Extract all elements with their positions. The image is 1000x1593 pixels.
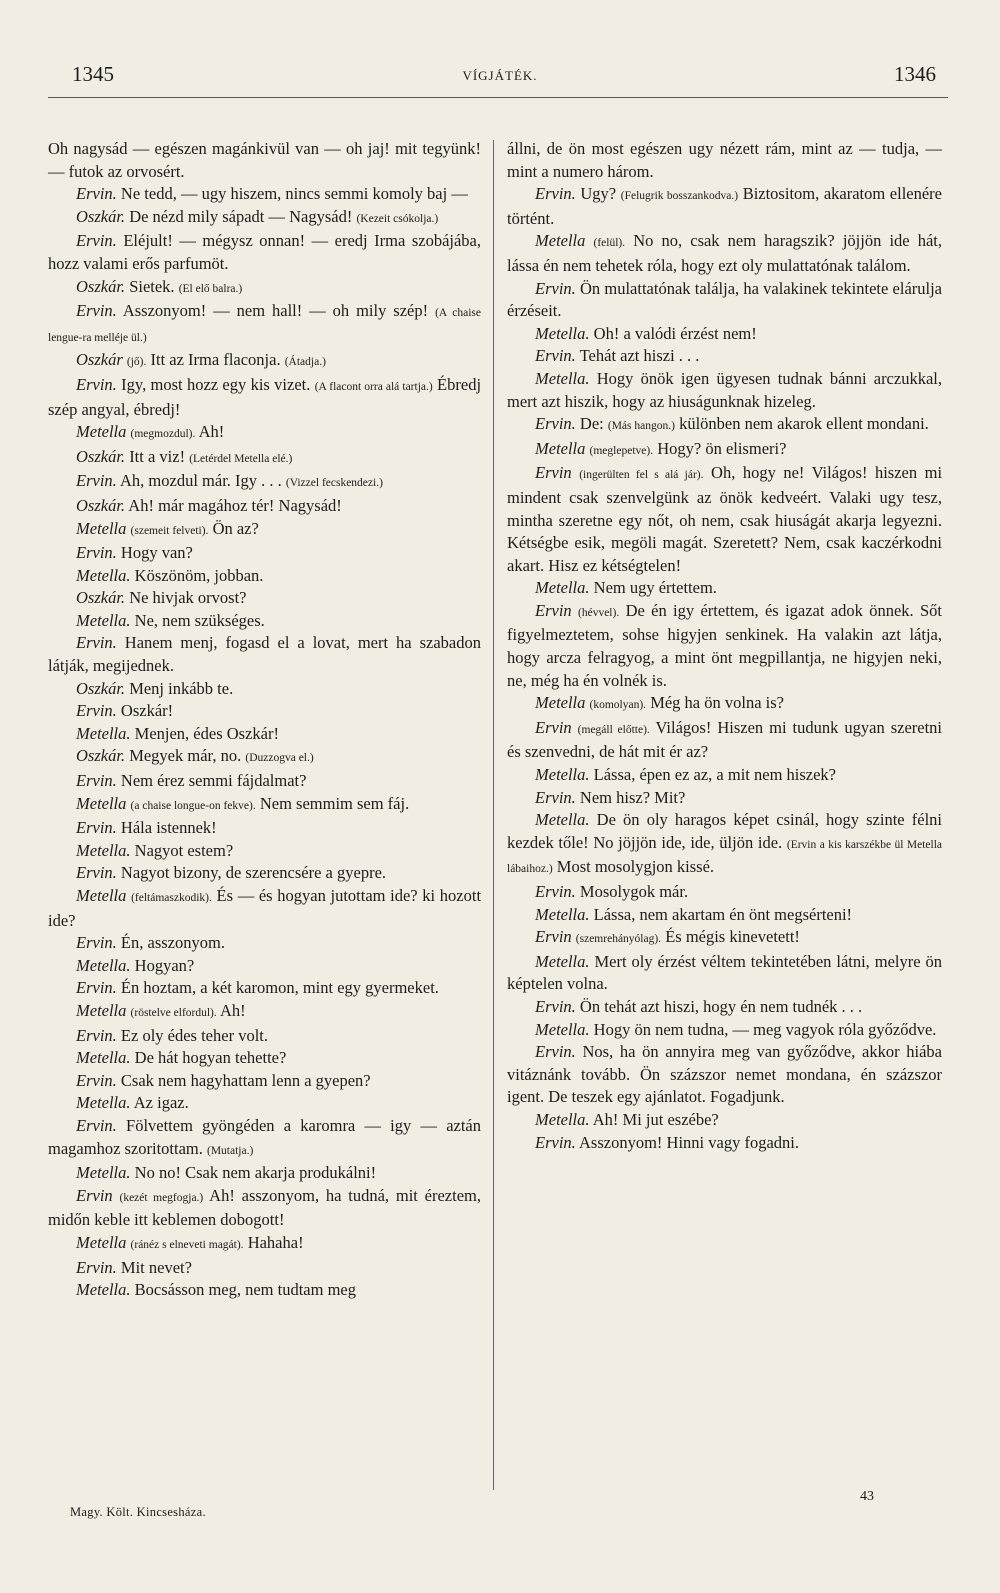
- line-text: Nagyot bizony, de szerencsére a gyepre.: [120, 863, 387, 883]
- line-text: Itt az Irma flaconja.: [150, 350, 281, 370]
- speaker-name: Ervin.: [76, 471, 117, 491]
- dialogue-line: [48, 183, 481, 206]
- running-title: VÍGJÁTÉK.: [462, 68, 538, 83]
- header-rule: [48, 97, 948, 98]
- line-text: Ne, nem szükséges.: [134, 610, 265, 630]
- stage-direction: (meglepetve).: [589, 444, 654, 457]
- stage-direction: (Kezeit csókolja.): [356, 212, 439, 225]
- line-text: De hát hogyan tehette?: [134, 1048, 287, 1068]
- line-text: Köszönöm, jobban.: [134, 565, 264, 585]
- dialogue-line: [48, 723, 481, 746]
- dialogue-line: [48, 349, 481, 374]
- line-text: Bocsásson meg, nem tudtam meg: [134, 1280, 356, 1300]
- left-column: [48, 138, 481, 1302]
- line-text: És — és hogyan jutottam ide? ki hozott ide?: [48, 886, 482, 930]
- speaker-name: Ervin.: [76, 933, 117, 953]
- line-text: Nem érez semmi fájdalmat?: [120, 771, 307, 791]
- speaker-name: Ervin.: [76, 184, 117, 204]
- right-page-number: 1346: [894, 62, 936, 86]
- dialogue-line: [48, 1025, 481, 1048]
- speaker-name: Metella.: [535, 810, 590, 830]
- dialogue-line: [507, 138, 942, 183]
- line-text: Megyek már, no.: [129, 746, 242, 766]
- speaker-name: Ervin.: [76, 1070, 117, 1090]
- stage-direction: (Más hangon.): [607, 420, 675, 433]
- speaker-name: Metella.: [535, 765, 590, 785]
- speaker-name: Metella.: [76, 723, 131, 743]
- dialogue-line: [48, 817, 481, 840]
- speaker-name: Metella: [76, 886, 127, 905]
- dialogue-line: [48, 885, 481, 932]
- speaker-name: Metella.: [535, 1019, 590, 1039]
- dialogue-line: [48, 1279, 481, 1302]
- dialogue-line: [48, 587, 481, 610]
- speaker-name: Ervin: [535, 600, 572, 620]
- dialogue-line: [48, 1115, 481, 1162]
- stage-direction: (El elő balra.): [178, 282, 243, 295]
- dialogue-line: [507, 345, 942, 368]
- line-text: Fölvettem gyöngéden a karomra — igy — aztán magamhoz szoritottam.: [48, 1115, 481, 1158]
- speaker-name: Metella.: [535, 904, 590, 924]
- line-text: Itt a viz!: [129, 446, 186, 466]
- line-text: Mit nevet?: [120, 1257, 192, 1277]
- speaker-name: Ervin: [76, 1185, 113, 1205]
- speaker-name: Ervin.: [535, 1042, 576, 1062]
- line-text: Tehát azt hiszi . . .: [579, 346, 700, 366]
- speaker-name: Metella.: [535, 323, 590, 343]
- stage-direction: (kezét megfogja.): [119, 1191, 204, 1204]
- dialogue-line: [48, 1162, 481, 1185]
- running-header: [62, 62, 938, 92]
- column-divider: [493, 140, 494, 1490]
- line-text: De én igy értettem, és igazat adok önnek. Sőt figyelmeztetem, sohse higyjen senkinek. Ha valakin azt látja, hogy arcza felragyog, a mint önt megpillantja, ne higyjen neki, ne, még ha én volnék is.: [507, 600, 943, 690]
- speaker-name: Ervin: [535, 927, 572, 947]
- dialogue-line: [507, 278, 942, 323]
- speaker-name: Metella.: [76, 610, 131, 630]
- dialogue-line: [48, 678, 481, 701]
- speaker-name: Ervin.: [535, 414, 576, 434]
- dialogue-line: [48, 745, 481, 770]
- line-text: Ne hivjak orvost?: [129, 588, 247, 608]
- dialogue-line: [48, 138, 481, 183]
- stage-direction: (feltámaszkodik).: [131, 892, 212, 904]
- dialogue-line: [507, 692, 942, 717]
- line-text: Oh! a valódi érzést nem!: [593, 323, 757, 343]
- speaker-name: Ervin: [535, 463, 572, 483]
- line-text: Hogyan?: [134, 955, 195, 975]
- line-text: Ah! Mi jut eszébe?: [592, 1109, 719, 1129]
- line-text: Hanem menj, fogasd el a lovat, mert ha szabadon látják, megijednek.: [48, 633, 482, 676]
- left-page-number: 1345: [72, 62, 114, 86]
- line-text: Mert oly érzést véltem tekintetében látni, melyre ön képtelen volna.: [507, 951, 943, 994]
- dialogue-line: [507, 413, 942, 438]
- speaker-name: Ervin.: [535, 787, 576, 807]
- printer-signature: Magy. Költ. Kincsesháza.: [70, 1505, 206, 1519]
- line-text: Világos! Hiszen mi tudunk ugyan szeretni és szenvedni, de hát mit ér az?: [507, 717, 943, 762]
- speaker-name: Oszkár.: [76, 746, 126, 766]
- speaker-name: Ervin.: [76, 543, 117, 563]
- dialogue-line: [507, 1041, 942, 1109]
- speaker-name: Ervin.: [76, 1025, 117, 1045]
- dialogue-line: [507, 462, 942, 577]
- line-text: Csak nem hagyhattam lenn a gyepen?: [120, 1070, 371, 1090]
- speaker-name: Metella: [535, 693, 586, 713]
- dialogue-line: [507, 1019, 942, 1042]
- line-text: Nem semmim sem fáj.: [259, 793, 410, 813]
- line-text: Ébredj szép angyal, ébredj!: [48, 374, 482, 419]
- stage-direction: (jő).: [126, 356, 147, 369]
- line-text: És mégis kinevetett!: [665, 927, 800, 947]
- line-text: De nézd mily sápadt — Nagysád!: [129, 206, 353, 226]
- line-text: Asszonyom! — nem hall! — oh mily szép!: [122, 301, 429, 321]
- dialogue-line: [48, 565, 481, 588]
- line-text: No no, csak nem haragszik? jöjjön ide hát, lássa én nem tehetek róla, hogy ezt oly mulattatónak találom.: [507, 231, 942, 275]
- speaker-name: Metella: [76, 1000, 127, 1020]
- dialogue-line: [507, 764, 942, 787]
- speaker-name: Metella: [76, 793, 127, 813]
- line-text: Nem ugy értettem.: [593, 578, 717, 598]
- dialogue-line: [507, 787, 942, 810]
- dialogue-line: [507, 438, 942, 463]
- dialogue-line: [507, 951, 942, 996]
- speaker-name: Metella.: [76, 955, 131, 975]
- dialogue-line: [507, 577, 942, 600]
- stage-direction: (A chaise lengue-ra melléje ül.): [48, 307, 482, 344]
- dialogue-line: [507, 183, 942, 230]
- speaker-name: Metella.: [76, 565, 131, 585]
- line-text: Ah! már magához tér! Nagysád!: [128, 495, 342, 515]
- speaker-name: Metella: [76, 518, 127, 538]
- speaker-name: Metella.: [76, 1048, 131, 1068]
- speaker-name: Ervin.: [535, 882, 576, 901]
- stage-direction: (röstelve elfordul).: [130, 1006, 217, 1019]
- line-text: Ah! asszonyom, ha tudná, mit éreztem, midőn keble itt keblemen dobogott!: [48, 1185, 481, 1230]
- line-text: Én, asszonyom.: [120, 933, 225, 953]
- line-text: Eléjult! — mégysz onnan! — eredj Irma szobájába, hozz valami erős parfumöt.: [48, 231, 481, 273]
- speaker-name: Ervin.: [76, 231, 117, 251]
- signature-number: 43: [860, 1489, 874, 1504]
- dialogue-line: [48, 446, 481, 471]
- speaker-name: Ervin.: [76, 863, 117, 883]
- dialogue-line: [48, 300, 481, 349]
- dialogue-line: [507, 926, 942, 951]
- speaker-name: Ervin.: [76, 818, 117, 838]
- speaker-name: Ervin.: [76, 301, 117, 321]
- dialogue-line: [48, 276, 481, 301]
- dialogue-line: [48, 470, 481, 495]
- speaker-name: Oszkár.: [76, 588, 126, 608]
- line-text: Biztositom, akaratom ellenére történt.: [507, 184, 943, 228]
- line-text: Ön tehát azt hiszi, hogy én nem tudnék . . .: [579, 996, 863, 1016]
- speaker-name: Metella.: [76, 1093, 131, 1113]
- speaker-name: Ervin.: [76, 1257, 117, 1277]
- stage-direction: (felül).: [593, 237, 626, 250]
- stage-direction: (komolyan).: [589, 699, 647, 712]
- dialogue-line: [48, 1092, 481, 1115]
- dialogue-line: [48, 1185, 481, 1232]
- stage-direction: (a chaise longue-on fekve).: [130, 799, 256, 812]
- stage-direction: (Duzzogva el.): [245, 752, 314, 765]
- line-text: Ne tedd, — ugy hiszem, nincs semmi komoly baj —: [120, 184, 468, 204]
- line-text: Ah, mozdul már. Igy . . .: [120, 471, 282, 491]
- stage-direction: (megmozdul).: [130, 428, 196, 441]
- line-text: Hogy önök igen ügyesen tudnak bánni arczukkal, mert azt hiszik, hogy az hiuságunknak hizeleg.: [507, 368, 942, 411]
- line-text: Menj inkább te.: [129, 678, 234, 698]
- dialogue-line: [48, 542, 481, 565]
- line-text: Nagyot estem?: [134, 840, 234, 860]
- speaker-name: Ervin.: [535, 278, 576, 298]
- speaker-name: Metella: [76, 422, 127, 442]
- line-text: Hogy? ön elismeri?: [657, 438, 787, 458]
- line-text: Most mosolygjon kissé.: [556, 857, 715, 877]
- speaker-name: Ervin.: [76, 771, 117, 791]
- speaker-name: Ervin.: [76, 633, 117, 653]
- speaker-name: Oszkár: [76, 350, 123, 370]
- stage-direction: (Vizzel fecskendezi.): [285, 477, 383, 490]
- speaker-name: Metella.: [535, 578, 590, 598]
- dialogue-line: [48, 1047, 481, 1070]
- speaker-name: Oszkár.: [76, 276, 126, 296]
- line-text: Én hoztam, a két karomon, mint egy gyermeket.: [120, 978, 439, 998]
- speaker-name: Ervin.: [76, 978, 117, 998]
- line-text: Menjen, édes Oszkár!: [134, 723, 279, 743]
- speaker-name: Oszkár.: [76, 446, 126, 466]
- stage-direction: (A flacont orra alá tartja.): [314, 380, 433, 393]
- dialogue-line: [48, 862, 481, 885]
- speaker-name: Metella: [76, 1232, 127, 1252]
- speaker-name: Ervin.: [535, 346, 576, 366]
- stage-direction: (szemeit felveti).: [130, 524, 209, 537]
- dialogue-line: [48, 770, 481, 793]
- line-text: Asszonyom! Hinni vagy fogadni.: [579, 1132, 799, 1152]
- dialogue-line: [507, 368, 942, 413]
- dialogue-line: [507, 230, 942, 277]
- line-text: Ön mulattatónak találja, ha valakinek tekintete elárulja érzéseit.: [507, 278, 943, 321]
- speaker-name: Ervin.: [76, 1115, 117, 1135]
- line-text: Lássa, nem akartam én önt megsérteni!: [593, 904, 853, 924]
- dialogue-line: [48, 421, 481, 446]
- line-text: No no! Csak nem akarja produkálni!: [134, 1163, 377, 1183]
- line-text: állni, de ön most egészen ugy nézett rám, mint az — tudja, — mint a numero három.: [507, 139, 942, 181]
- dialogue-line: [507, 809, 942, 881]
- dialogue-line: [48, 610, 481, 633]
- line-text: Az igaz.: [133, 1093, 189, 1113]
- speaker-name: Metella.: [76, 1163, 131, 1183]
- line-text: Lássa, épen ez az, a mit nem hiszek?: [593, 765, 836, 785]
- dialogue-line: [48, 1232, 481, 1257]
- line-text: Nos, ha ön annyira meg van győződve, akkor hiába vitáznánk tovább. Ön százszor nemet mondana, én százszor igent. De teszek egy ajánlatot. Fogadjunk.: [507, 1042, 942, 1107]
- dialogue-line: [48, 977, 481, 1000]
- dialogue-line: [507, 881, 942, 904]
- line-text: Ah!: [219, 1000, 246, 1020]
- dialogue-line: [507, 717, 942, 764]
- speaker-name: Metella.: [535, 1109, 590, 1129]
- line-text: De ön oly haragos képet csinál, hogy szinte félni kezdek tőle! No jöjjön ide, ide, üljön ide.: [507, 810, 942, 852]
- speaker-name: Ervin.: [535, 184, 576, 204]
- dialogue-line: [48, 374, 481, 421]
- stage-direction: (Átadja.): [284, 356, 326, 369]
- line-text: Ön az?: [212, 518, 259, 538]
- speaker-name: Oszkár.: [76, 206, 126, 226]
- right-column: [507, 138, 942, 1154]
- line-text: Hogy ön nem tudna, — meg vagyok róla győződve.: [593, 1019, 937, 1039]
- speaker-name: Metella.: [535, 951, 590, 971]
- dialogue-line: [507, 1132, 942, 1155]
- speaker-name: Ervin.: [76, 701, 117, 721]
- dialogue-line: [48, 700, 481, 723]
- line-text: Még ha ön volna is?: [650, 693, 784, 713]
- speaker-name: Metella.: [76, 840, 131, 860]
- stage-direction: (Letérdel Metella elé.): [189, 452, 293, 465]
- stage-direction: (ránéz s elneveti magát).: [130, 1238, 244, 1251]
- dialogue-line: [507, 904, 942, 927]
- dialogue-line: [507, 996, 942, 1019]
- stage-direction: (Felugrik bosszankodva.): [620, 190, 739, 203]
- speaker-name: Ervin.: [535, 1132, 576, 1152]
- line-text: Mosolygok már.: [579, 882, 689, 901]
- line-text: különben nem akarok ellent mondani.: [679, 414, 929, 434]
- speaker-name: Oszkár.: [76, 678, 126, 698]
- stage-direction: (szemrehányólag).: [575, 933, 662, 946]
- stage-direction: (megáll előtte).: [577, 723, 650, 736]
- dialogue-line: [48, 1000, 481, 1025]
- line-text: Igy, most hozz egy kis vizet.: [121, 374, 311, 394]
- speaker-name: Metella: [535, 231, 586, 251]
- dialogue-line: [48, 932, 481, 955]
- speaker-name: Oszkár.: [76, 495, 126, 515]
- speaker-name: Ervin.: [535, 996, 576, 1016]
- line-text: Oh, hogy ne! Világos! hiszen mi mindent csak szenvelgünk az önök kedveért. Valaki ugy tesz, mintha szeretne egy nőt, oh nem, csak hiuságát akarja legyezni. Kétségbe esik, megöli magát. Szeretett? Nem, csak kaczérkodni akart. Hisz ez kétségtelen!: [507, 463, 943, 575]
- dialogue-line: [48, 1257, 481, 1280]
- speaker-name: Ervin.: [76, 374, 117, 394]
- dialogue-line: [48, 840, 481, 863]
- line-text: Ah!: [198, 422, 225, 442]
- stage-direction: (Mutatja.): [207, 1144, 254, 1157]
- line-text: Sietek.: [129, 276, 175, 296]
- line-text: Nem hisz? Mit?: [579, 787, 686, 807]
- dialogue-line: [48, 230, 481, 275]
- speaker-name: Metella.: [76, 1280, 131, 1300]
- stage-direction: (ingerülten fel s alá jár).: [579, 469, 704, 482]
- speaker-name: Metella.: [535, 368, 590, 388]
- line-text: Oh nagysád — egészen magánkivül van — oh jaj! mit tegyünk! — futok az orvosért.: [48, 139, 481, 181]
- dialogue-line: [48, 793, 481, 818]
- stage-direction: (hévvel).: [578, 606, 620, 619]
- line-text: De:: [579, 414, 604, 434]
- line-text: Oszkár!: [120, 701, 174, 721]
- speaker-name: Ervin: [535, 717, 572, 737]
- dialogue-line: [48, 495, 481, 518]
- dialogue-line: [48, 955, 481, 978]
- line-text: Hogy van?: [120, 543, 193, 563]
- dialogue-line: [48, 518, 481, 543]
- dialogue-line: [507, 323, 942, 346]
- line-text: Hála istennek!: [120, 818, 217, 838]
- line-text: Ugy?: [580, 184, 617, 204]
- line-text: Ez oly édes teher volt.: [120, 1025, 268, 1045]
- dialogue-line: [48, 1070, 481, 1093]
- dialogue-line: [48, 632, 481, 677]
- speaker-name: Metella: [535, 438, 586, 458]
- dialogue-line: [507, 600, 942, 692]
- stage-direction: (Ervin a kis karszékbe ül Metella lábaihoz.): [507, 838, 942, 876]
- dialogue-line: [48, 206, 481, 231]
- line-text: Hahaha!: [247, 1232, 304, 1252]
- dialogue-line: [507, 1109, 942, 1132]
